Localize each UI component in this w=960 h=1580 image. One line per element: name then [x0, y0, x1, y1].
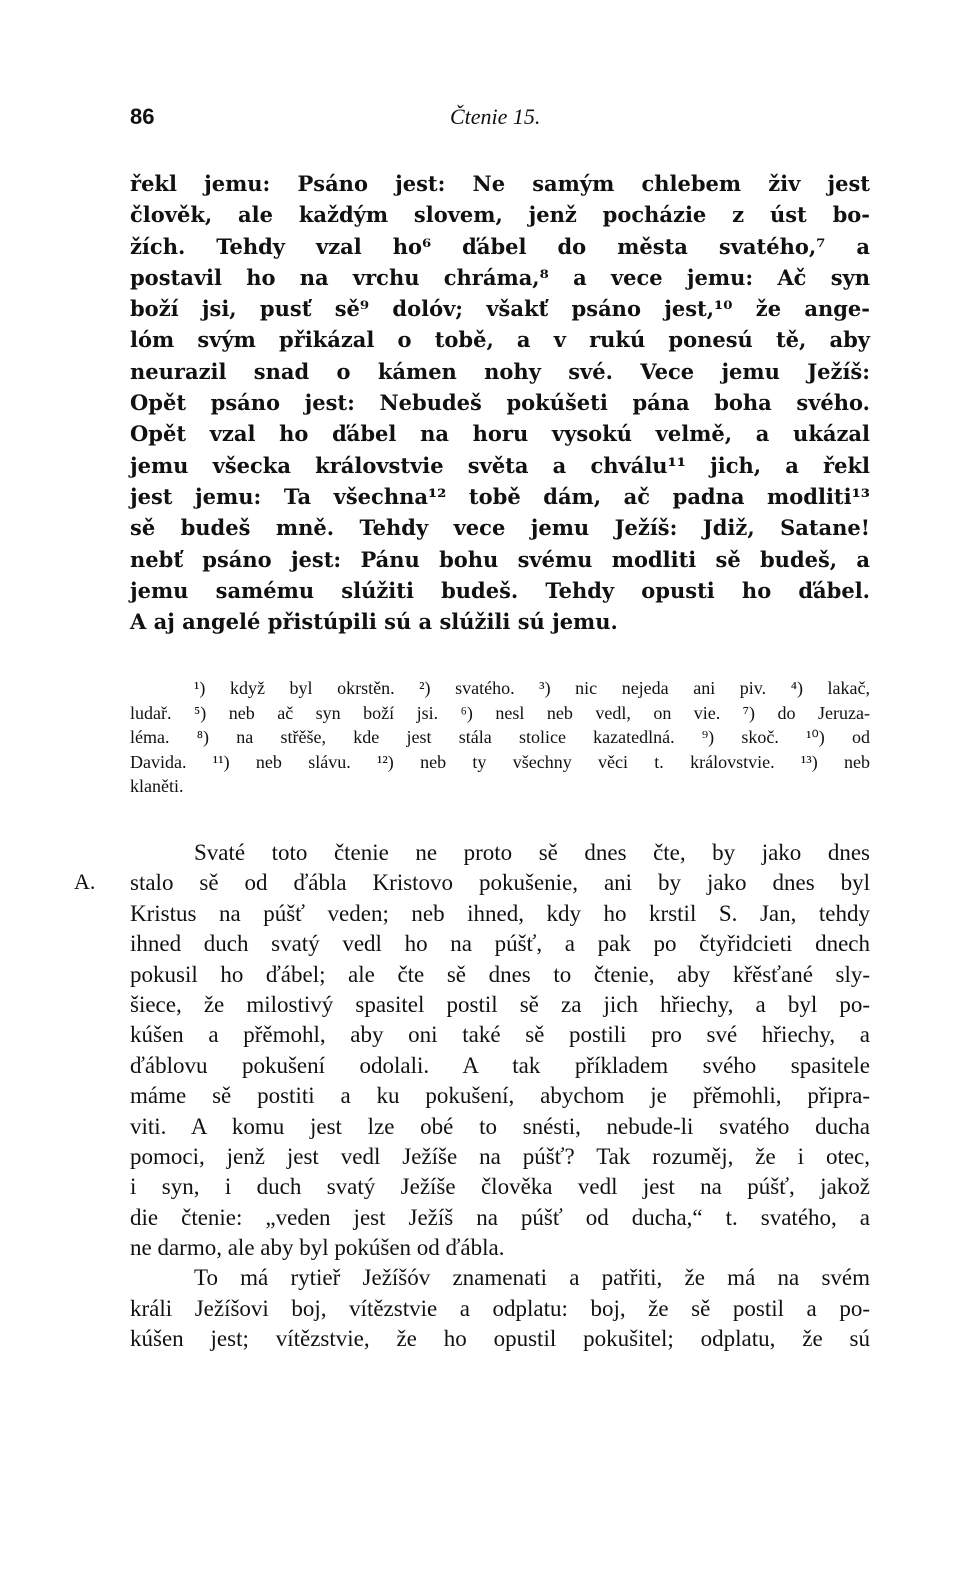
text-line: Kristus na púšť veden; neb ihned, kdy ho krstil S. Jan, tehdy [130, 900, 870, 926]
sermon-text [130, 838, 870, 1355]
text-line: ihned duch svatý vedl ho na púšť, a pak po čtyřidcieti dnech [130, 931, 870, 957]
text-line: viti. A komu jest lze obé to snésti, nebude-li svatého ducha [130, 1113, 870, 1139]
text-line: máme sě postiti a ku pokušení, abychom je přěmohli, připra- [130, 1083, 870, 1109]
text-line: řekl jemu: Psáno jest: Ne samým chlebem živ jest [130, 171, 870, 196]
text-line: jest jemu: Ta všechna¹² tobě dám, ač padna modliti¹³ [130, 483, 870, 509]
text-line: ďáblovu pokušení odolali. A tak příkladem svého spasitele [130, 1052, 870, 1078]
text-line: nebť psáno jest: Pánu bohu svému modliti sě budeš, a [130, 546, 870, 572]
text-line: lóm svým přikázal o tobě, a v rukú ponesú tě, aby [130, 327, 870, 353]
text-line: pokusil ho ďábel; ale čte sě dnes to čtenie, aby křěsťané sly- [130, 961, 870, 987]
text-line: Opět psáno jest: Nebudeš pokúšeti pána boha svého. [130, 390, 870, 416]
text-line: boží jsi, pusť sě⁹ dolóv; všakť psáno jest,¹⁰ že ange- [130, 296, 870, 322]
footnote-line: klaněti. [130, 776, 184, 797]
page-number: 86 [130, 104, 155, 129]
text-line: Svaté toto čtenie ne proto sě dnes čte, by jako dnes [194, 840, 870, 865]
running-head: Čtenie 15. [450, 104, 541, 129]
text-line: ne darmo, ale aby byl pokúšen od ďábla. [130, 1235, 505, 1261]
footnotes [130, 676, 870, 799]
footnote-line: Davida. ¹¹) neb slávu. ¹²) neb ty všechny věci t. královstvie. ¹³) neb [130, 751, 870, 772]
gospel-reading-text [130, 168, 870, 637]
footnote-line: ¹) když byl okrstěn. ²) svatého. ³) nic nejeda ani piv. ⁴) lakač, [194, 678, 870, 698]
text-line: kúšen jest; vítězstvie, že ho opustil pokušitel; odplatu, že sú [130, 1326, 870, 1352]
text-line: šiece, že milostivý spasitel postil sě za jich hřiechy, a byl po- [130, 991, 870, 1017]
text-line: To má rytieř Ježíšóv znamenati a patřiti, že má na svém [194, 1265, 870, 1291]
text-line: die čtenie: „veden jest Ježíš na púšť od ducha,“ t. svatého, a [130, 1204, 870, 1230]
margin-mark: A. [74, 869, 96, 894]
text-line: postavil ho na vrchu chráma,⁸ a vece jemu: Ač syn [130, 264, 870, 290]
text-line: sě budeš mně. Tehdy vece jemu Ježíš: Jdiž, Satane! [130, 515, 870, 541]
text-line: i syn, i duch svatý Ježíše člověka vedl jest na púšť, jakož [130, 1174, 870, 1200]
text-line: jemu všecka královstvie světa a chválu¹¹ jich, a řekl [130, 452, 870, 478]
text-line: neurazil snad o kámen nohy své. Vece jemu Ježíš: [130, 358, 870, 384]
text-line: stalo sě od ďábla Kristovo pokušenie, ani by jako dnes byl [130, 870, 870, 896]
text-line: pomoci, jenž jest vedl Ježíše na púšť? Tak rozuměj, že i otec, [130, 1143, 870, 1169]
text-line: žích. Tehdy vzal ho⁶ ďábel do města svatého,⁷ a [130, 233, 870, 259]
footnote-line: léma. ⁸) na střěše, kde jest stála stolice kazatedlná. ⁹) skoč. ¹⁰) od [130, 727, 870, 748]
text-line: A aj angelé přistúpili sú a slúžili sú jemu. [130, 609, 618, 635]
footnote-line: ludař. ⁵) neb ač syn boží jsi. ⁶) nesl neb vedl, on vie. ⁷) do Jeruza- [130, 702, 870, 723]
text-line: kúšen a přěmohl, aby oni také sě postili pro své hřiechy, a [130, 1022, 870, 1048]
page-header [130, 104, 870, 144]
text-line: člověk, ale každým slovem, jenž pocházie z úst bo- [130, 202, 870, 228]
text-line: králi Ježíšovi boj, vítězstvie a odplatu: boj, že sě postil a po- [130, 1295, 870, 1321]
text-line: Opět vzal ho ďábel na horu vysokú velmě, a ukázal [130, 421, 870, 447]
text-line: jemu samému slúžiti budeš. Tehdy opusti ho ďábel. [130, 577, 870, 603]
